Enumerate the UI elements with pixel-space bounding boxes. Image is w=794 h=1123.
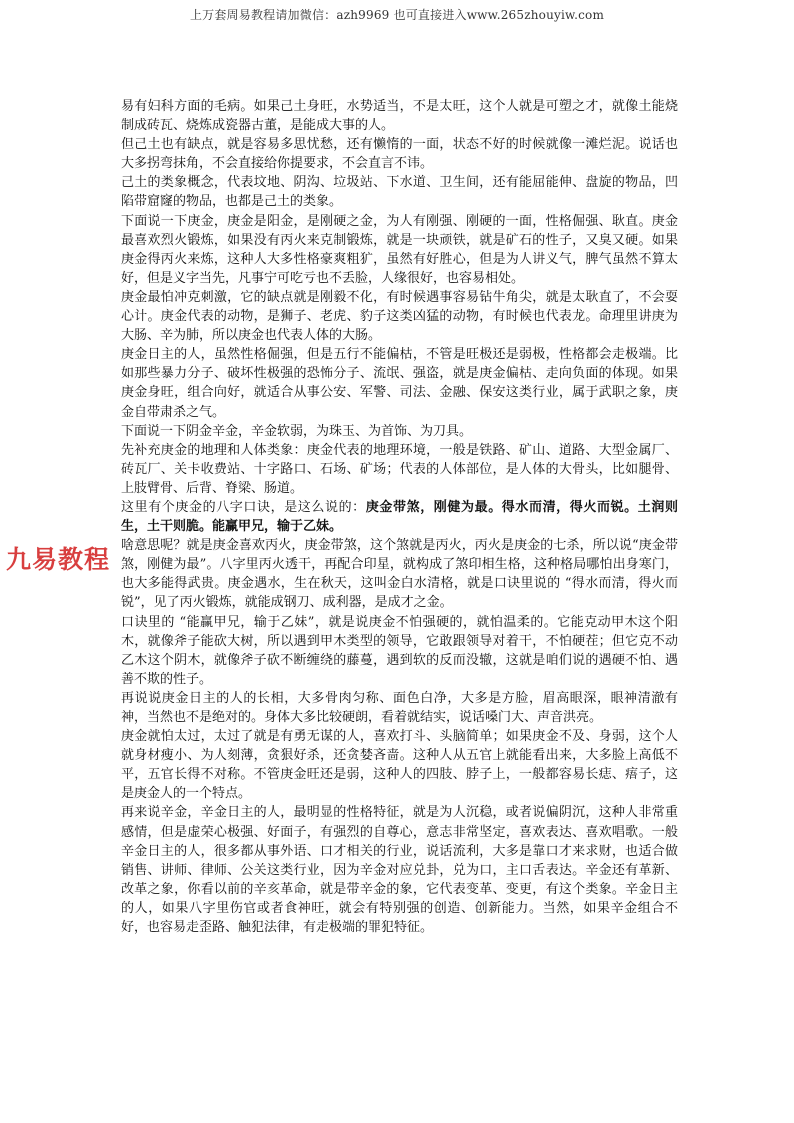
paragraph: 再说说庚金日主的人的长相，大多骨肉匀称、面色白净，大多是方脸，眉高眼深，眼神清澈有神，当然也不是绝对的。身体大多比较硬朗，看着就结实，说话嗓门大、声音洪亮。 [121,690,678,725]
koujue-prefix: 这里有个庚金的八字口诀，是这么说的： [121,499,366,515]
paragraph: 庚金最怕冲克刺激，它的缺点就是刚毅不化，有时候遇事容易钻牛角尖，就是太耿直了，不会耍心计。庚金代表的动物，是狮子、老虎、豹子这类凶猛的动物，有时候也代表龙。命理里讲庚为大肠、辛为肺，所以庚金也代表人体的大肠。 [121,289,678,344]
paragraph: 下面说一下阴金辛金，辛金软弱，为珠玉、为首饰、为刀具。 [121,423,473,439]
paragraph: 易有妇科方面的毛病。如果己土身旺，水势适当，不是太旺，这个人就是可塑之才，就像土能烧制成砖瓦、烧炼成瓷器古董，是能成大事的人。 [121,99,678,134]
paragraph: 下面说一下庚金，庚金是阳金，是刚硬之金，为人有刚强、刚硬的一面，性格倔强、耿直。庚金最喜欢烈火锻炼，如果没有丙火来克制锻炼，就是一块顽铁，就是矿石的性子，又臭又硬。如果庚金得丙火来炼，这种人大多性格豪爽粗犷，虽然有好胜心，但是为人讲义气，脾气虽然不算太好，但是义字当先，凡事宁可吃亏也不丢脸，人缘很好，也容易相处。 [121,213,678,286]
document-body [121,97,678,937]
paragraph: 啥意思呢？就是庚金喜欢丙火，庚金带煞，这个煞就是丙火，丙火是庚金的七杀，所以说“庚金带煞，刚健为最”。八字里丙火透干，再配合印星，就构成了煞印相生格，这种格局哪怕出身寒门，也大多能得武贵。庚金遇水，生在秋天，这叫金白水清格，就是口诀里说的 “得水而清，得火而锐”，见了丙火锻炼，就能成钢刀、成利器，是成才之金。 [121,538,678,611]
paragraph: 庚金就怕太过，太过了就是有勇无谋的人，喜欢打斗、头脑简单；如果庚金不及、身弱，这个人就身材瘦小、为人刻薄，贪狠好杀，还贪婪吝啬。这种人从五官上就能看出来，大多脸上高低不平，五官长得不对称。不管庚金旺还是弱，这种人的四肢、脖子上，一般都容易长痣、痦子，这是庚金人的一个特点。 [121,729,678,802]
paragraph: 己土的类象概念，代表坟地、阴沟、垃圾站、下水道、卫生间，还有能屈能伸、盘旋的物品，凹陷带窟窿的物品，也都是己土的类象。 [121,175,678,210]
paragraph: 再来说辛金，辛金日主的人，最明显的性格特征，就是为人沉稳，或者说偏阴沉，这种人非常重感情，但是虚荣心极强、好面子，有强烈的自尊心，意志非常坚定，喜欢表达、喜欢唱歌。一般辛金日主的人，很多都从事外语、口才相关的行业，说话流利，大多是靠口才来求财，也适合做销售、讲师、律师、公关这类行业，因为辛金对应兑卦，兑为口，主口舌表达。辛金还有革新、改革之象，你看以前的辛亥革命，就是带辛金的象，它代表变革、变更，有这个类象。辛金日主的人，如果八字里伤官或者食神旺，就会有特别强的创造、创新能力。当然，如果辛金组合不好，也容易走歪路、触犯法律，有走极端的罪犯特征。 [121,805,678,936]
koujue-verse: 庚金带煞，刚健为最。得水而清，得火而锐。土润则生，土干则脆。能赢甲兄，输于乙妹。 [121,499,678,535]
paragraph: 但己土也有缺点，就是容易多思忧愁，还有懒惰的一面，状态不好的时候就像一滩烂泥。说话也大多拐弯抹角，不会直接给你提要求，不会直言不讳。 [121,137,678,172]
paragraph: 先补充庚金的地理和人体类象：庚金代表的地理环境，一般是铁路、矿山、道路、大型金属厂、砖瓦厂、关卡收费站、十字路口、石场、矿场；代表的人体部位，是人体的大骨头，比如腿骨、上肢臂骨、后背、脊梁、肠道。 [121,442,678,496]
page-header: 上万套周易教程请加微信：azh9969 也可直接进入www.265zhouyiw.com [189,8,605,22]
watermark-logo: 九易教程 [6,545,111,574]
paragraph: 口诀里的 “能赢甲兄，输于乙妹”，就是说庚金不怕强硬的，就怕温柔的。它能克动甲木这个阳木，就像斧子能砍大树，所以遇到甲木类型的领导，它敢跟领导对着干，不怕硬茬；但它克不动乙木这个阴木，就像斧子砍不断缠绕的藤蔓，遇到软的反而没辙，这就是咱们说的遇硬不怕、遇善不欺的性子。 [121,614,678,687]
paragraph: 庚金日主的人，虽然性格倔强，但是五行不能偏枯，不管是旺极还是弱极，性格都会走极端。比如那些暴力分子、破坏性极强的恐怖分子、流氓、强盗，就是庚金偏枯、走向负面的体现。如果庚金身旺，组合向好，就适合从事公安、军警、司法、金融、保安这类行业，属于武职之象，庚金自带肃杀之气。 [121,347,678,420]
koujue-paragraph [121,498,678,536]
